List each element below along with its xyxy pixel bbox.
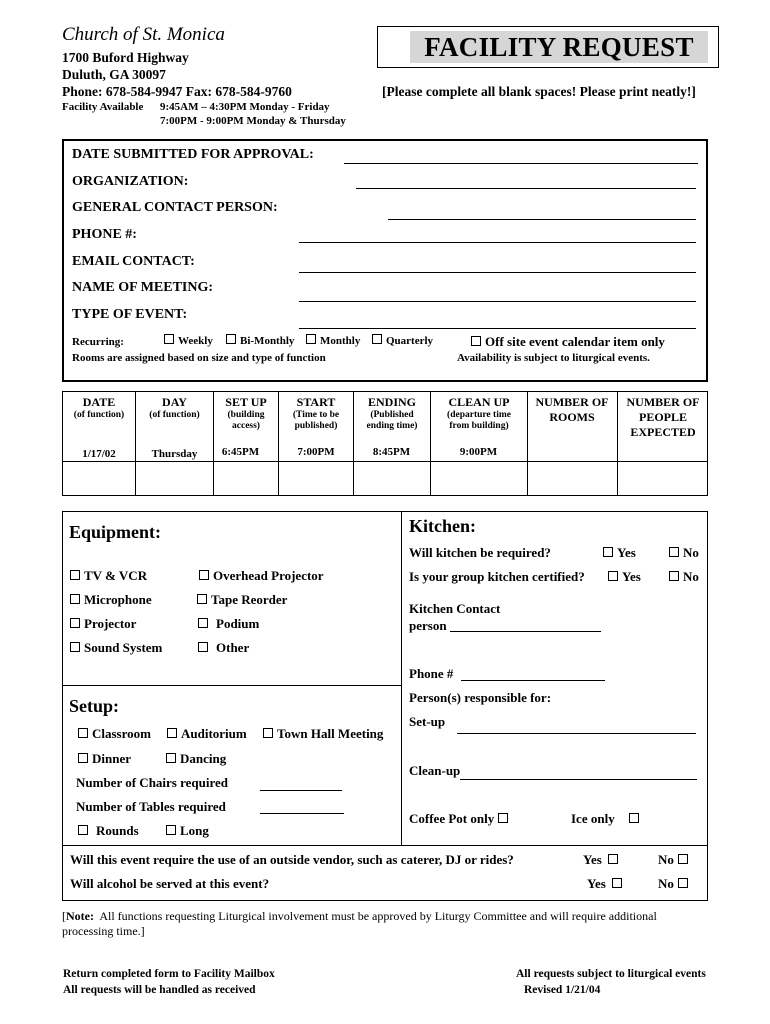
section-divider bbox=[62, 845, 708, 846]
recurring-quarterly[interactable] bbox=[372, 334, 433, 347]
kitchen-phone-label: Phone # bbox=[409, 666, 454, 681]
note-line-2: processing time.] bbox=[62, 924, 145, 938]
checkbox-icon[interactable] bbox=[263, 728, 273, 738]
address-line-1: 1700 Buford Highway bbox=[62, 50, 189, 65]
email-field[interactable] bbox=[299, 272, 696, 273]
col-divider bbox=[278, 391, 279, 496]
contact-person-label: GENERAL CONTACT PERSON: bbox=[72, 200, 278, 215]
col-header-ending: ENDING (Published ending time) bbox=[366, 395, 418, 431]
section-divider bbox=[62, 685, 401, 686]
col-divider bbox=[353, 391, 354, 496]
equip-projector[interactable] bbox=[70, 616, 136, 632]
option-label: Yes bbox=[622, 569, 641, 584]
footer-revised: Revised 1/21/04 bbox=[524, 984, 601, 996]
col-divider bbox=[527, 391, 528, 496]
equip-tv-vcr[interactable] bbox=[70, 568, 147, 584]
equipment-title: Equipment: bbox=[69, 522, 162, 542]
instruction-text: [Please complete all blank spaces! Please print neatly!] bbox=[382, 84, 696, 99]
option-label: Weekly bbox=[178, 335, 213, 347]
col-header-day: DAY (of function) bbox=[149, 395, 200, 420]
rooms-note: Rooms are assigned based on size and type of function bbox=[72, 352, 326, 364]
checkbox-icon[interactable] bbox=[70, 618, 80, 628]
col-divider bbox=[617, 391, 618, 496]
address-line-2: Duluth, GA 30097 bbox=[62, 67, 166, 82]
note-text: All functions requesting Liturgical involvement must be approved by Liturgy Committee and will require additional bbox=[99, 909, 657, 923]
equip-sound-system[interactable] bbox=[70, 640, 162, 656]
vendor-yes[interactable] bbox=[583, 852, 622, 868]
setup-rounds[interactable] bbox=[78, 823, 139, 839]
alcohol-yes[interactable] bbox=[587, 876, 626, 892]
setup-dinner[interactable] bbox=[78, 751, 131, 767]
checkbox-icon[interactable] bbox=[70, 570, 80, 580]
option-label: Rounds bbox=[96, 823, 139, 838]
kitchen-contact-field[interactable] bbox=[450, 631, 601, 632]
row-divider bbox=[62, 461, 708, 462]
col-header-rooms: NUMBER OF ROOMS bbox=[535, 395, 609, 424]
contact-person-field[interactable] bbox=[388, 219, 696, 220]
option-label: Monthly bbox=[320, 335, 361, 347]
setup-title: Setup: bbox=[69, 696, 120, 716]
option-label: Podium bbox=[216, 616, 260, 631]
checkbox-icon[interactable] bbox=[166, 753, 176, 763]
kitchen-certified-no[interactable] bbox=[669, 569, 699, 585]
equip-overhead-projector[interactable] bbox=[199, 568, 324, 584]
checkbox-icon[interactable] bbox=[226, 334, 236, 344]
setup-town-hall[interactable] bbox=[263, 726, 383, 742]
cell-setup[interactable]: 6:45PM bbox=[221, 446, 260, 458]
cell-ending[interactable]: 8:45PM bbox=[372, 446, 411, 458]
cell-cleanup[interactable]: 9:00PM bbox=[459, 446, 498, 458]
option-label: Overhead Projector bbox=[213, 568, 324, 583]
phone-field[interactable] bbox=[299, 242, 696, 243]
option-label: Long bbox=[180, 823, 209, 838]
checkbox-icon[interactable] bbox=[78, 825, 88, 835]
organization-label: ORGANIZATION: bbox=[72, 174, 189, 189]
col-header-people: NUMBER OF PEOPLE EXPECTED bbox=[626, 395, 700, 439]
col-divider bbox=[135, 391, 136, 496]
checkbox-icon[interactable] bbox=[629, 813, 639, 823]
email-label: EMAIL CONTACT: bbox=[72, 254, 195, 269]
option-label: Bi-Monthly bbox=[240, 335, 295, 347]
note-line-1: [Note: All functions requesting Liturgical involvement must be approved by Liturgy Committee and will require additional bbox=[62, 909, 657, 923]
option-label: Quarterly bbox=[386, 335, 434, 347]
date-submitted-field[interactable] bbox=[344, 163, 698, 164]
option-label: Sound System bbox=[84, 640, 163, 655]
availability-label: Facility Available bbox=[62, 101, 144, 113]
note-prefix: Note: bbox=[66, 909, 94, 923]
col-header-date: DATE (of function) bbox=[73, 395, 125, 420]
chairs-field[interactable] bbox=[260, 790, 342, 791]
option-label: Yes bbox=[617, 545, 636, 560]
phone-label: PHONE #: bbox=[72, 227, 137, 242]
checkbox-icon[interactable] bbox=[70, 642, 80, 652]
form-title: FACILITY REQUEST bbox=[410, 31, 708, 63]
col-header-start: START (Time to be published) bbox=[292, 395, 340, 431]
option-label: Town Hall Meeting bbox=[277, 726, 384, 741]
kitchen-required-yes[interactable] bbox=[603, 545, 636, 561]
option-label: Off site event calendar item only bbox=[485, 334, 665, 349]
offsite-option[interactable] bbox=[471, 334, 665, 350]
footer-return: Return completed form to Facility Mailbox bbox=[63, 968, 275, 980]
option-label: No bbox=[683, 569, 699, 584]
kitchen-required-no[interactable] bbox=[669, 545, 699, 561]
option-label: Classroom bbox=[92, 726, 151, 741]
kitchen-phone-field[interactable] bbox=[461, 680, 605, 681]
checkbox-icon[interactable] bbox=[678, 878, 688, 888]
recurring-weekly[interactable] bbox=[164, 334, 213, 347]
checkbox-icon[interactable] bbox=[669, 571, 679, 581]
checkbox-icon[interactable] bbox=[167, 728, 177, 738]
kitchen-title: Kitchen: bbox=[409, 516, 476, 536]
checkbox-icon[interactable] bbox=[612, 878, 622, 888]
checkbox-icon[interactable] bbox=[70, 594, 80, 604]
checkbox-icon[interactable] bbox=[306, 334, 316, 344]
option-label: No bbox=[658, 876, 674, 891]
footer-liturgical: All requests subject to liturgical events bbox=[516, 968, 706, 980]
checkbox-icon[interactable] bbox=[166, 825, 176, 835]
responsible-label: Person(s) responsible for: bbox=[409, 690, 552, 705]
section-divider bbox=[401, 511, 402, 845]
setup-classroom[interactable] bbox=[78, 726, 151, 742]
checkbox-icon[interactable] bbox=[608, 854, 618, 864]
setup-long[interactable] bbox=[166, 823, 209, 839]
option-label: Auditorium bbox=[181, 726, 247, 741]
checkbox-icon[interactable] bbox=[198, 642, 208, 652]
option-label: Coffee Pot only bbox=[409, 811, 495, 826]
checkbox-icon[interactable] bbox=[669, 547, 679, 557]
event-type-label: TYPE OF EVENT: bbox=[72, 307, 188, 322]
col-divider bbox=[430, 391, 431, 496]
cell-day[interactable]: Thursday bbox=[151, 448, 198, 460]
equip-other[interactable] bbox=[198, 640, 249, 656]
coffee-pot-option[interactable] bbox=[409, 811, 512, 827]
kitchen-contact-person-label: person bbox=[409, 618, 447, 633]
availability-line-2: 7:00PM - 9:00PM Monday & Thursday bbox=[160, 115, 346, 127]
cell-start[interactable]: 7:00PM bbox=[297, 446, 335, 458]
availability-note: Availability is subject to liturgical events. bbox=[457, 352, 650, 364]
date-submitted-label: DATE SUBMITTED FOR APPROVAL: bbox=[72, 147, 314, 162]
checkbox-icon[interactable] bbox=[197, 594, 207, 604]
checkbox-icon[interactable] bbox=[199, 570, 209, 580]
checkbox-icon[interactable] bbox=[678, 854, 688, 864]
checkbox-icon[interactable] bbox=[372, 334, 382, 344]
option-label: Projector bbox=[84, 616, 137, 631]
checkbox-icon[interactable] bbox=[498, 813, 508, 823]
kitchen-certified-yes[interactable] bbox=[608, 569, 641, 585]
checkbox-icon[interactable] bbox=[78, 728, 88, 738]
chairs-label: Number of Chairs required bbox=[76, 775, 229, 790]
checkbox-icon[interactable] bbox=[471, 336, 481, 346]
recurring-bimonthly[interactable] bbox=[226, 334, 294, 347]
tables-label: Number of Tables required bbox=[76, 799, 226, 814]
tables-field[interactable] bbox=[260, 813, 344, 814]
option-label: Yes bbox=[583, 852, 602, 867]
organization-field[interactable] bbox=[356, 188, 696, 189]
col-divider bbox=[213, 391, 214, 496]
option-label: Microphone bbox=[84, 592, 152, 607]
footer-handled: All requests will be handled as received bbox=[63, 984, 256, 996]
alcohol-question: Will alcohol be served at this event? bbox=[70, 876, 270, 891]
church-name: Church of St. Monica bbox=[62, 24, 225, 45]
cell-date[interactable]: 1/17/02 bbox=[82, 448, 116, 460]
checkbox-icon[interactable] bbox=[78, 753, 88, 763]
option-label: Yes bbox=[587, 876, 606, 891]
option-label: No bbox=[683, 545, 699, 560]
vendor-question: Will this event require the use of an outside vendor, such as caterer, DJ or rides? bbox=[70, 852, 514, 867]
option-label: Ice only bbox=[571, 811, 615, 826]
option-label: Dancing bbox=[180, 751, 227, 766]
equip-podium[interactable] bbox=[198, 616, 259, 632]
cleanup-responsible-label: Clean-up bbox=[409, 763, 461, 778]
setup-responsible-field[interactable] bbox=[457, 733, 696, 734]
alcohol-no[interactable] bbox=[658, 876, 692, 892]
option-label: Dinner bbox=[92, 751, 131, 766]
equip-tape-recorder[interactable] bbox=[197, 592, 287, 608]
event-type-field[interactable] bbox=[299, 328, 696, 329]
vendor-no[interactable] bbox=[658, 852, 692, 868]
availability-line-1: 9:45AM – 4:30PM Monday - Friday bbox=[160, 101, 330, 113]
checkbox-icon[interactable] bbox=[603, 547, 613, 557]
option-label: Other bbox=[216, 640, 250, 655]
col-header-cleanup: CLEAN UP (departure time from building) bbox=[447, 395, 511, 431]
setup-auditorium[interactable] bbox=[167, 726, 247, 742]
cleanup-responsible-field[interactable] bbox=[460, 779, 697, 780]
checkbox-icon[interactable] bbox=[198, 618, 208, 628]
kitchen-certified-question: Is your group kitchen certified? bbox=[409, 569, 585, 584]
option-label: TV & VCR bbox=[84, 568, 148, 583]
kitchen-contact-label: Kitchen Contact bbox=[409, 601, 501, 616]
meeting-name-label: NAME OF MEETING: bbox=[72, 280, 214, 295]
ice-option[interactable] bbox=[571, 811, 643, 827]
recurring-label: Recurring: bbox=[72, 336, 124, 348]
option-label: No bbox=[658, 852, 674, 867]
recurring-monthly[interactable] bbox=[306, 334, 360, 347]
kitchen-required-question: Will kitchen be required? bbox=[409, 545, 551, 560]
meeting-name-field[interactable] bbox=[299, 301, 696, 302]
setup-responsible-label: Set-up bbox=[409, 714, 446, 729]
checkbox-icon[interactable] bbox=[608, 571, 618, 581]
option-label: Tape Reorder bbox=[211, 592, 288, 607]
checkbox-icon[interactable] bbox=[164, 334, 174, 344]
setup-dancing[interactable] bbox=[166, 751, 226, 767]
phone-fax: Phone: 678-584-9947 Fax: 678-584-9760 bbox=[62, 84, 292, 99]
equip-microphone[interactable] bbox=[70, 592, 152, 608]
col-header-setup: SET UP (building access) bbox=[225, 395, 267, 431]
